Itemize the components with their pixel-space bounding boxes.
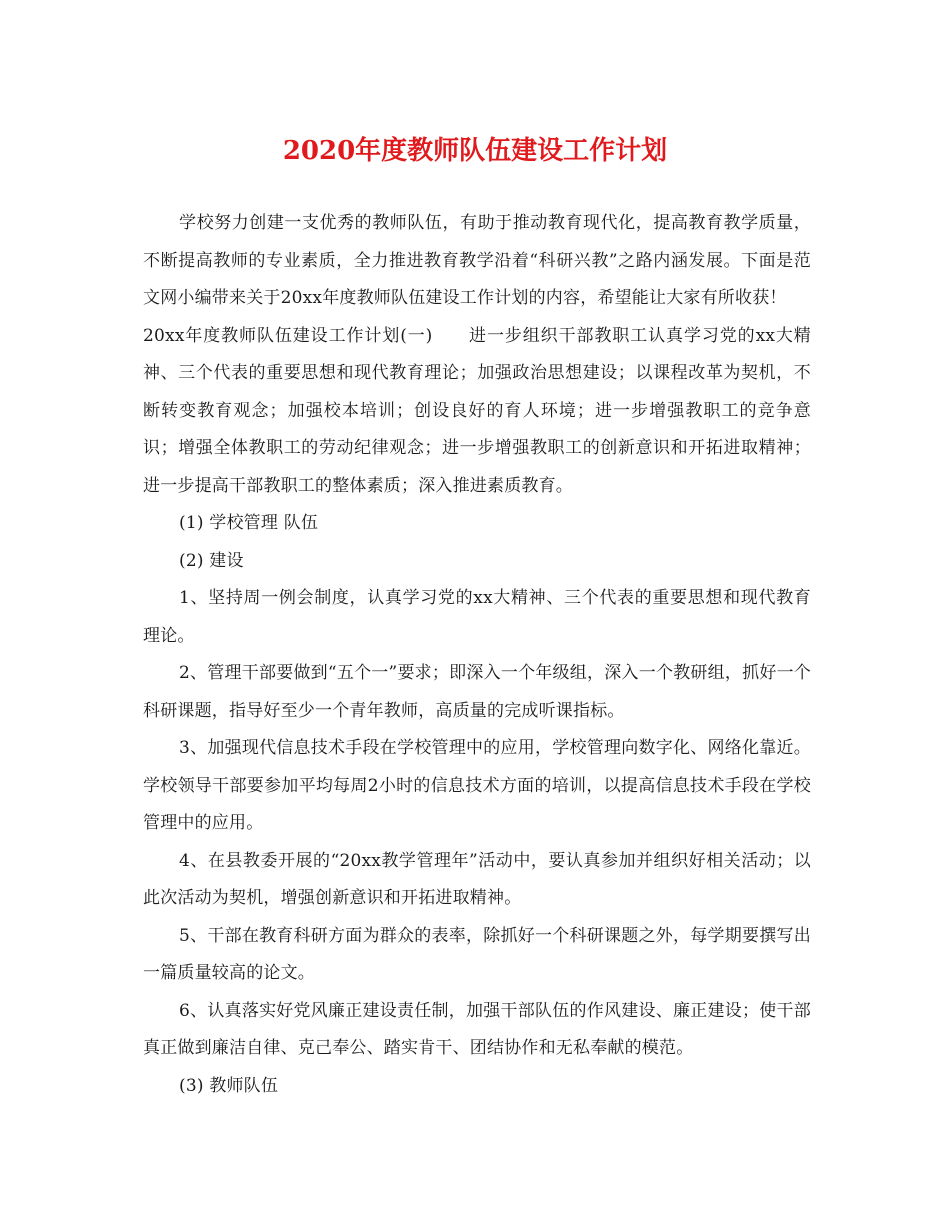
section-heading-2: (2) 建设 [179, 550, 244, 571]
document-body [143, 205, 811, 1105]
list-item-2: 2、管理干部要做到“五个一”要求；即深入一个年级组，深入一个教研组，抓好一个科研课题，指导好至少一个青年教师，高质量的完成听课指标。 [143, 663, 811, 721]
list-item-6: 6、认真落实好党风廉正建设责任制，加强干部队伍的作风建设、廉正建设；使干部真正做到廉洁自律、克己奉公、踏实肯干、团结协作和无私奉献的模范。 [143, 1000, 811, 1058]
list-item-1: 1、坚持周一例会制度，认真学习党的xx大精神、三个代表的重要思想和现代教育理论。 [143, 588, 811, 646]
section-heading-3: (3) 教师队伍 [179, 1075, 279, 1096]
list-item-5: 5、干部在教育科研方面为群众的表率，除抓好一个科研课题之外，每学期要撰写出一篇质量较高的论文。 [143, 925, 811, 983]
list-item-3: 3、加强现代信息技术手段在学校管理中的应用，学校管理向数字化、网络化靠近。学校领导干部要参加平均每周2小时的信息技术方面的培训，以提高信息技术手段在学校管理中的应用。 [143, 738, 811, 833]
document-title: 2020年度教师队伍建设工作计划 [282, 136, 668, 166]
plan-section-paragraph: 20xx年度教师队伍建设工作计划(一) 进一步组织干部教职工认真学习党的xx大精神、三个代表的重要思想和现代教育理论；加强政治思想建设；以课程改革为契机，不断转变教育观念；加强校本培训；创设良好的育人环境；进一步增强教职工的竞争意识；增强全体教职工的劳动纪律观念；进一步增强教职工的创新意识和开拓进取精神；进一步提高干部教职工的整体素质；深入推进素质教育。 [143, 325, 811, 496]
section-heading-1: (1) 学校管理 队伍 [179, 513, 319, 533]
list-item-4: 4、在县教委开展的“20xx教学管理年”活动中，要认真参加并组织好相关活动；以此次活动为契机，增强创新意识和开拓进取精神。 [143, 850, 811, 908]
intro-paragraph: 学校努力创建一支优秀的教师队伍，有助于推动教育现代化，提高教育教学质量，不断提高教师的专业素质，全力推进教育教学沿着“科研兴教”之路内涵发展。下面是范文网小编带来关于20xx年度教师队伍建设工作计划的内容，希望能让大家有所收获！ [143, 213, 811, 308]
